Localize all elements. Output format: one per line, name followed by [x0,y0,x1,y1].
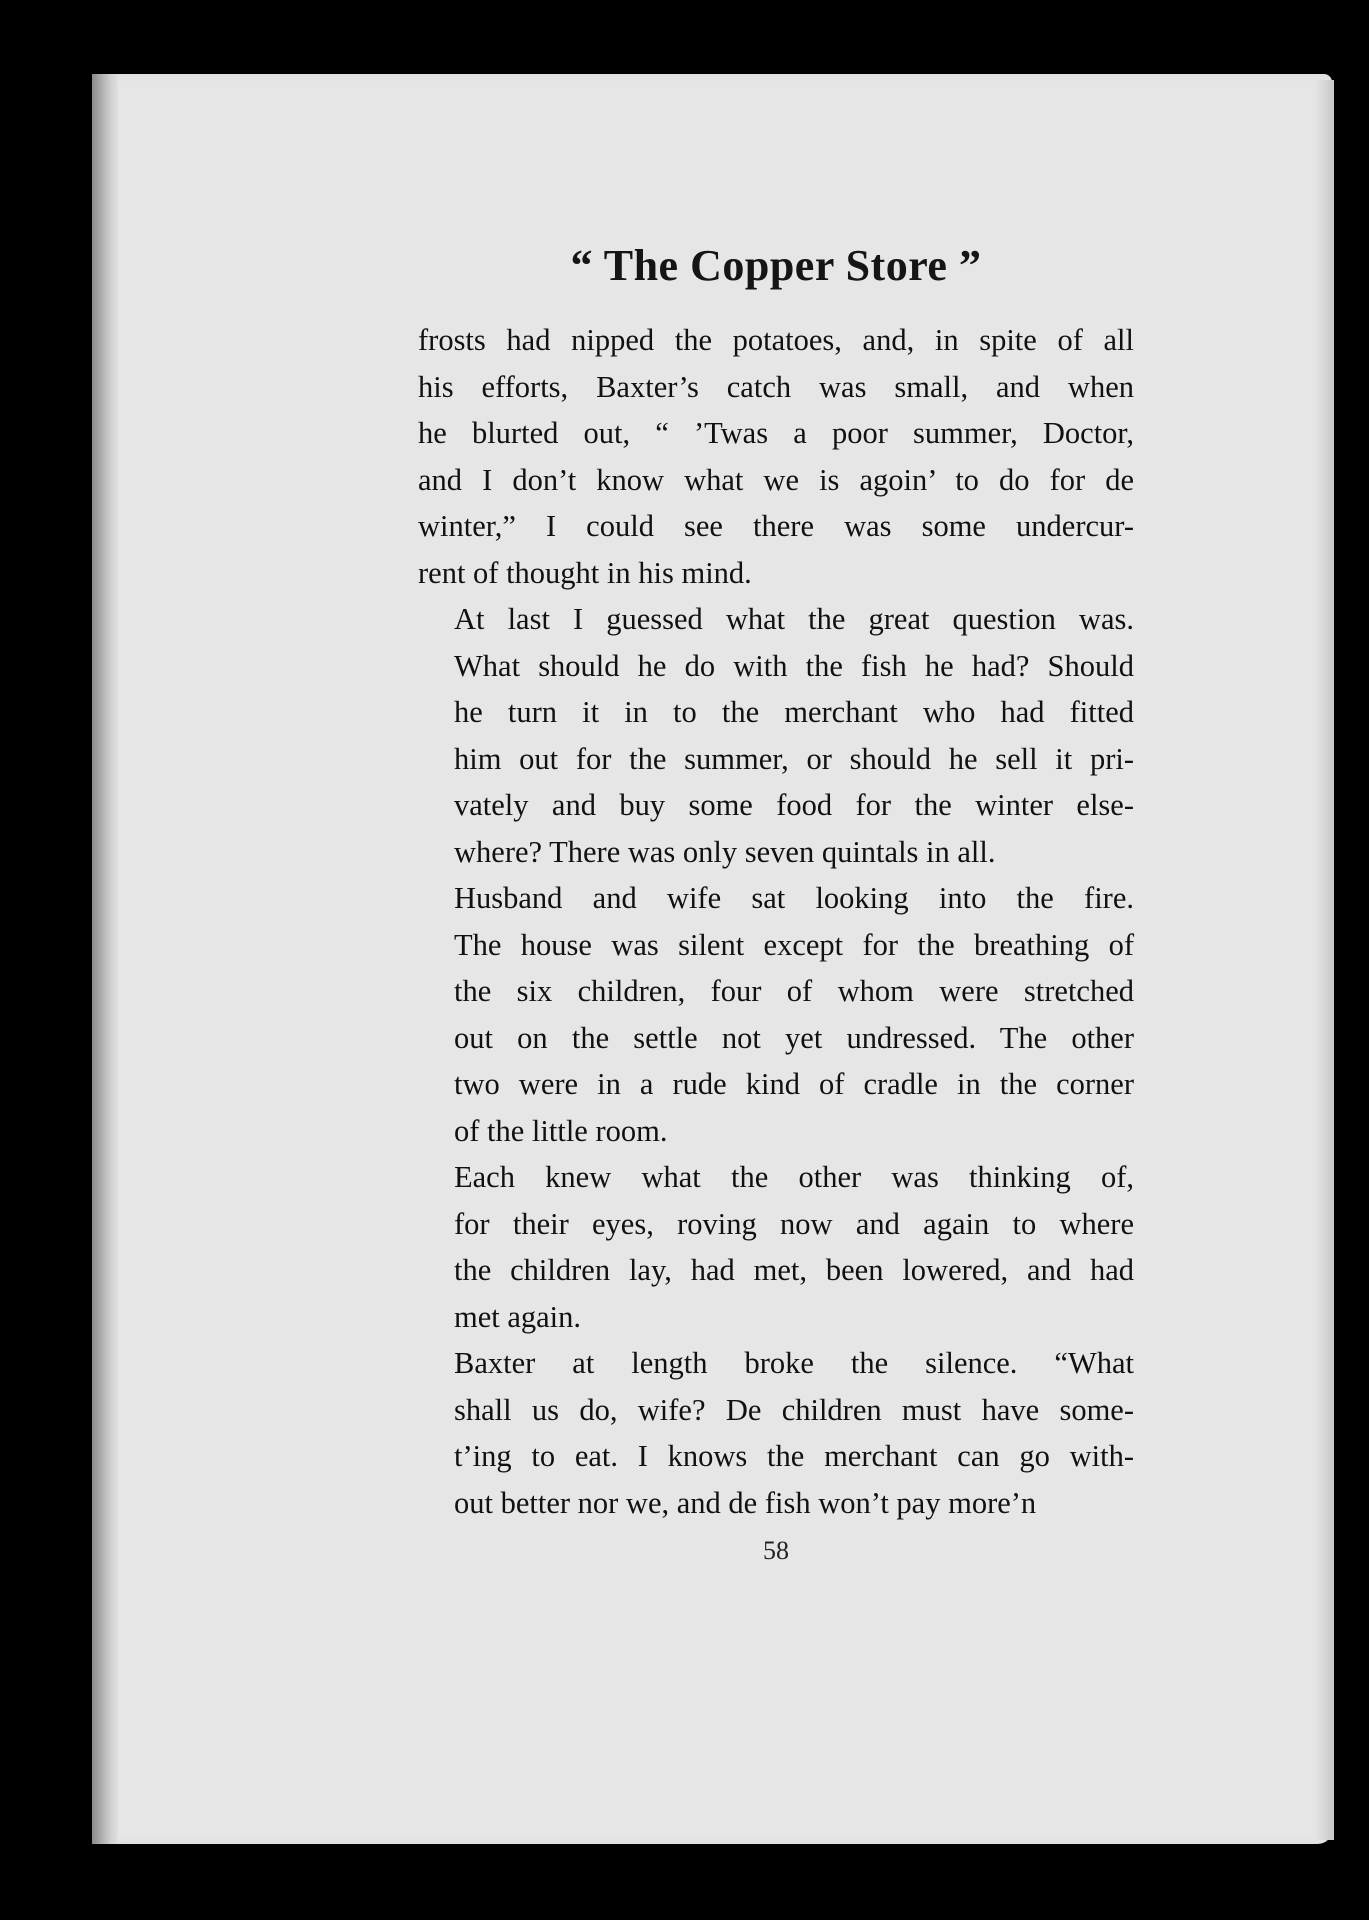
text-line: rent of thought in his mind. [418,555,752,590]
page-gutter [92,74,118,1844]
text-line: Each knew what the other was thinking of, [454,1160,1134,1194]
text-line: The house was silent except for the breathing of [454,927,1134,962]
paragraph [418,596,1134,875]
text-line: where? There was only seven quintals in all. [454,834,996,869]
scan-border [1334,60,1369,1900]
text-line: and I don’t know what we is agoin’ to do for de [418,462,1134,497]
text-line: his efforts, Baxter’s catch was small, and when [418,369,1134,404]
text-line: Baxter at length broke the silence. “What [454,1346,1134,1380]
text-line: he turn it in to the merchant who had fitted [454,695,1134,729]
text-line: of the little room. [454,1113,668,1148]
text-line: the children lay, had met, been lowered, and had [454,1253,1134,1287]
text-line: out on the settle not yet undressed. The other [454,1020,1134,1055]
paragraph [418,317,1134,596]
text-line: him out for the summer, or should he sell it pri- [454,741,1134,776]
text-line: At last I guessed what the great question was. [454,602,1134,636]
text-line: he blurted out, “ ’Twas a poor summer, Doctor, [418,416,1134,450]
text-line: out better nor we, and de fish won’t pay more’n [454,1485,1037,1520]
text-line: the six children, four of whom were stretched [454,974,1134,1008]
text-line: winter,” I could see there was some undercur- [418,509,1134,543]
text-line: vately and buy some food for the winter else- [454,788,1134,822]
paragraph [418,875,1134,1154]
paragraph [418,1340,1134,1526]
running-head: “ The Copper Store ” [570,241,982,290]
text-line: What should he do with the fish he had? Should [454,648,1134,683]
page-number: 58 [763,1536,789,1565]
body-text [418,317,1134,1526]
text-line: Husband and wife sat looking into the fire. [454,881,1134,915]
text-line: t’ing to eat. I knows the merchant can go with- [454,1439,1134,1473]
text-line: two were in a rude kind of cradle in the corner [454,1067,1134,1101]
text-line: for their eyes, roving now and again to where [454,1206,1134,1241]
paragraph [418,1154,1134,1340]
text-line: frosts had nipped the potatoes, and, in spite of all [418,323,1134,357]
page-content [418,240,1134,1566]
text-line: met again. [454,1299,582,1334]
text-line: shall us do, wife? De children must have some- [454,1392,1134,1427]
